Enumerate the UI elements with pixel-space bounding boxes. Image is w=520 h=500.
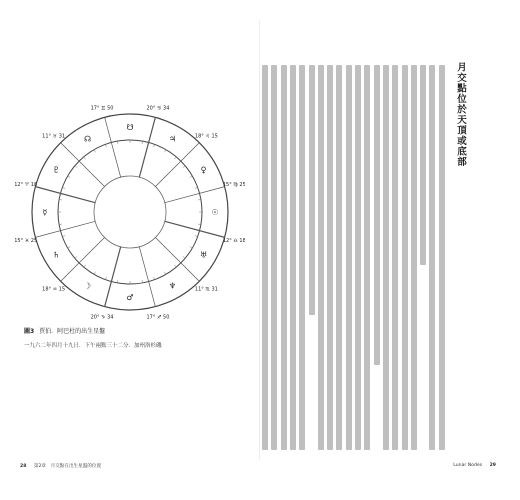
chart-inner-ring: [94, 176, 166, 248]
degree-tick: [198, 224, 201, 225]
house-cusp-line: [105, 247, 121, 307]
natal-chart: [15, 104, 245, 324]
text-column: [336, 65, 342, 450]
degree-tick: [142, 280, 143, 283]
degree-tick: [174, 157, 176, 159]
cusp-degree-label: 11° ♏ 31: [194, 286, 218, 293]
footer-left: [20, 463, 101, 469]
planet-glyph: ☿: [42, 208, 48, 217]
degree-tick: [190, 247, 193, 249]
planet-glyph: ☋: [126, 123, 134, 132]
degree-tick: [117, 141, 118, 144]
page-number-right: 29: [489, 463, 496, 468]
text-column: [281, 65, 287, 450]
text-column: [439, 65, 445, 450]
house-cusp-line: [35, 187, 95, 203]
planet-glyph: ☊: [83, 134, 92, 144]
text-column: [309, 65, 315, 315]
house-cusp-line: [139, 247, 155, 307]
text-column: [402, 65, 408, 450]
degree-tick: [154, 277, 155, 280]
text-column: [374, 65, 380, 365]
house-cusp-line: [155, 237, 199, 281]
figure-subtitle: 一九六二年四月十九日．下午兩點三十二分．加州洛杉磯: [24, 343, 162, 349]
text-column: [355, 65, 361, 450]
degree-tick: [75, 256, 77, 258]
house-cusp-line: [35, 221, 95, 237]
section-title: 月交點位於天頂或底部: [455, 62, 466, 167]
cusp-degree-label: 17° ♊ 50: [90, 105, 114, 112]
planet-glyph: ♂: [126, 293, 134, 302]
text-column: [346, 65, 352, 450]
degree-tick: [75, 166, 77, 168]
text-column: [383, 65, 389, 450]
degree-tick: [174, 265, 176, 267]
degree-tick: [94, 272, 96, 275]
book-gutter: [259, 20, 260, 460]
degree-tick: [105, 144, 106, 147]
natal-chart-svg: [15, 104, 245, 324]
degree-tick: [105, 277, 106, 280]
degree-tick: [117, 280, 118, 283]
text-column: [392, 65, 398, 450]
footer-right: [453, 463, 496, 468]
cusp-degree-label: 20° ♋ 34: [146, 105, 170, 112]
house-cusp-line: [61, 143, 105, 187]
cusp-degree-label: 17° ♐ 50: [146, 314, 170, 321]
text-column: [429, 65, 435, 450]
degree-tick: [165, 272, 167, 275]
planet-glyph: ☽: [83, 281, 92, 291]
text-column: [271, 65, 277, 450]
house-cusp-line: [165, 187, 225, 203]
degree-tick: [190, 176, 193, 178]
degree-tick: [198, 199, 201, 200]
figure-label: 圖3: [24, 328, 35, 335]
planet-glyph: ☉: [211, 208, 219, 217]
degree-tick: [154, 144, 155, 147]
house-cusp-line: [105, 117, 121, 177]
page-number-left: 28: [20, 464, 27, 469]
text-column: [299, 65, 305, 450]
degree-tick: [195, 236, 198, 237]
figure-title: 賈伯．阿巴杜的出生星盤: [39, 328, 106, 335]
planet-glyph: ♆: [168, 281, 177, 291]
degree-tick: [68, 247, 71, 249]
text-column: [318, 65, 324, 450]
cusp-degree-label: 15° ♍ 25: [222, 182, 245, 189]
text-column: [262, 65, 268, 450]
planet-glyph: ♃: [168, 134, 177, 144]
text-column: [290, 65, 296, 450]
degree-tick: [142, 141, 143, 144]
house-cusp-line: [61, 237, 105, 281]
house-cusp-line: [139, 117, 155, 177]
running-head-right: Lunar Nodes: [453, 463, 483, 468]
degree-tick: [62, 187, 65, 188]
degree-tick: [183, 256, 185, 258]
cusp-degree-label: 20° ♑ 34: [90, 314, 114, 321]
degree-tick: [68, 176, 71, 178]
cusp-degree-label: 12° ♈ 18: [15, 182, 38, 189]
degree-tick: [59, 199, 62, 200]
degree-tick: [84, 265, 86, 267]
degree-tick: [94, 150, 96, 153]
house-cusp-line: [155, 143, 199, 187]
figure-caption: [24, 326, 254, 335]
planet-glyph: ♄: [52, 250, 60, 260]
text-column: [420, 65, 426, 265]
body-text-columns: [262, 65, 448, 450]
cusp-degree-label: 18° ♌ 15: [194, 133, 218, 140]
house-cusp-line: [165, 221, 225, 237]
degree-tick: [183, 166, 185, 168]
cusp-degree-label: 15° ♓ 25: [15, 237, 38, 244]
degree-tick: [84, 157, 86, 159]
planet-glyph: ♅: [200, 250, 208, 260]
running-head-left: 第2章 月交點在出生星盤的位置: [33, 464, 102, 469]
degree-tick: [59, 224, 62, 225]
text-column: [327, 65, 333, 450]
text-column: [411, 65, 417, 450]
cusp-degree-label: 11° ♉ 31: [42, 133, 66, 140]
degree-tick: [165, 150, 167, 153]
cusp-degree-label: 12° ♎ 18: [222, 237, 245, 244]
degree-tick: [62, 236, 65, 237]
cusp-degree-label: 18° ♒ 15: [42, 286, 66, 293]
planet-glyph: ♇: [52, 165, 60, 175]
planet-glyph: ♀: [200, 165, 207, 175]
degree-tick: [195, 187, 198, 188]
text-column: [364, 65, 370, 450]
